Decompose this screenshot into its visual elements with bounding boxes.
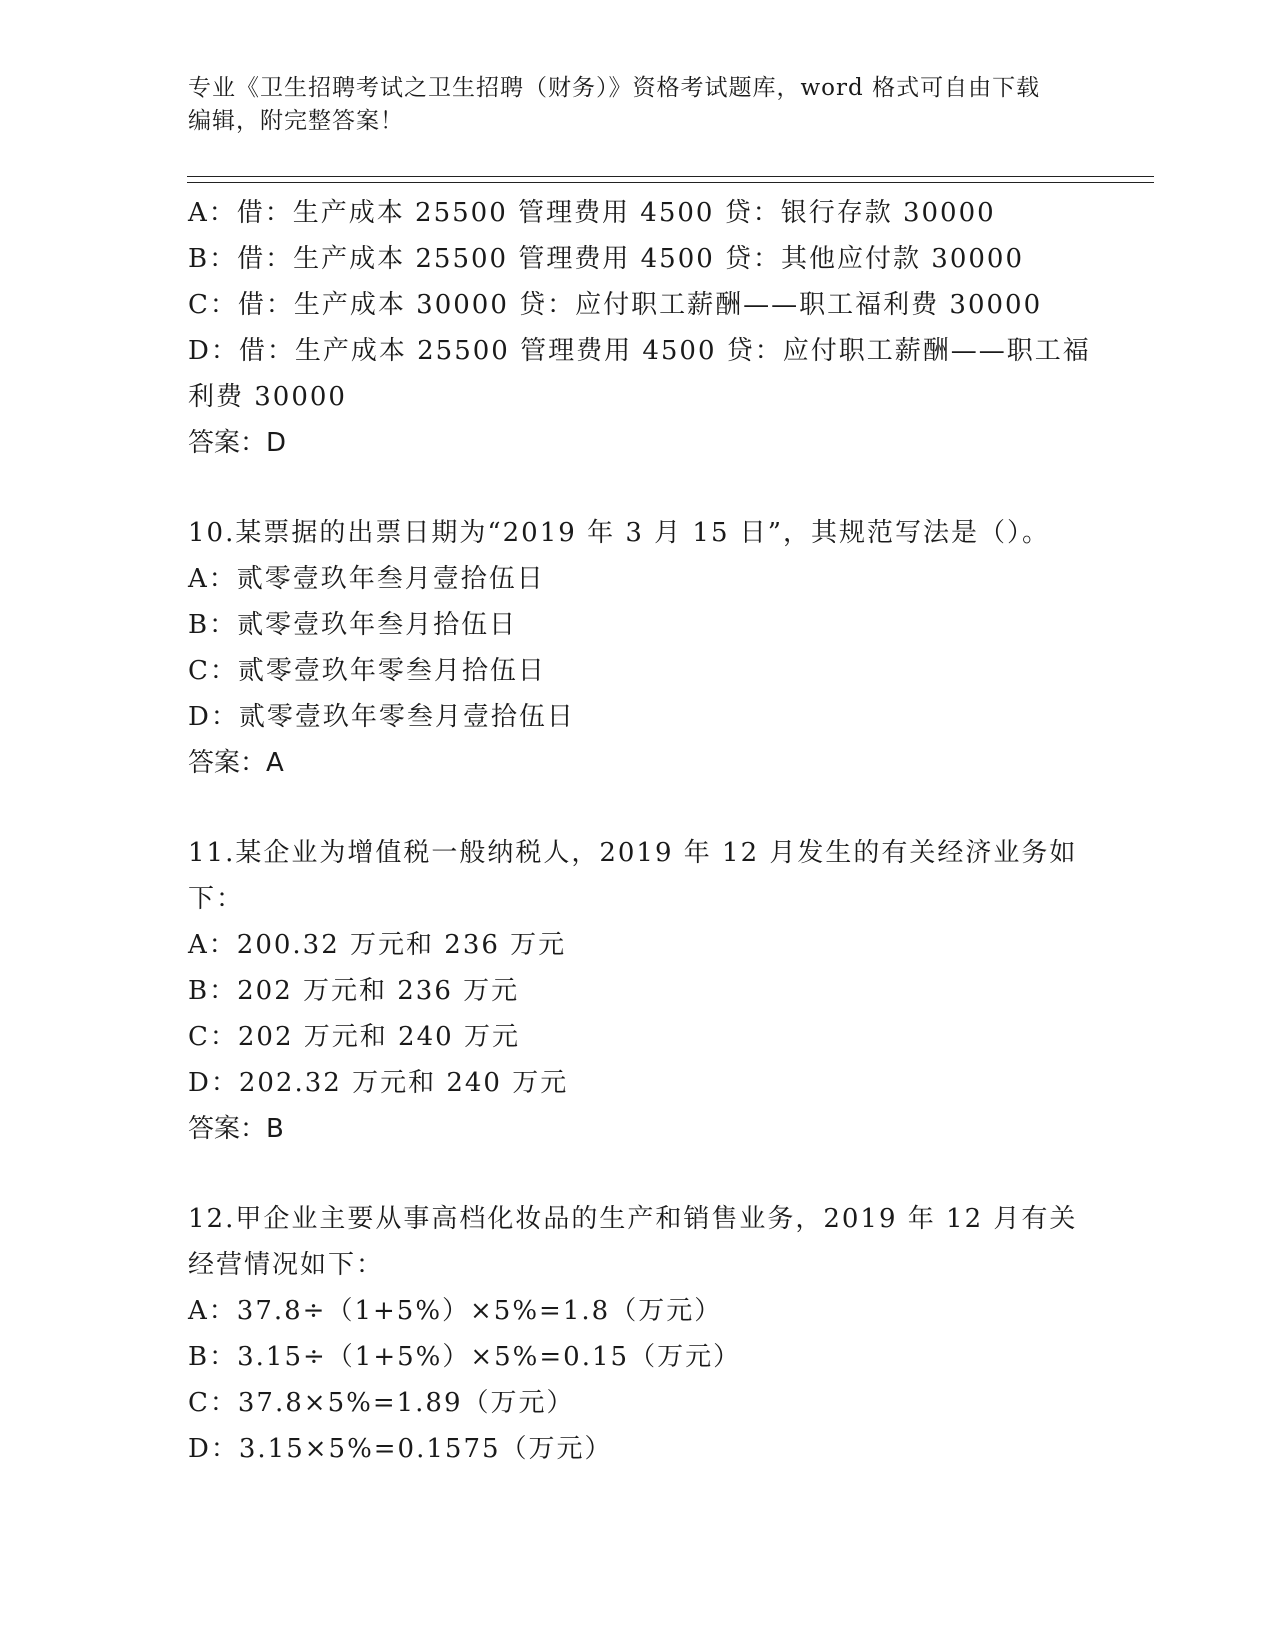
- question-11: [188, 830, 1088, 1152]
- header-line-1: 专业《卫生招聘考试之卫生招聘（财务）》资格考试题库，word 格式可自由下载: [188, 75, 1041, 101]
- option-d: D：202.32 万元和 240 万元: [188, 1068, 569, 1098]
- option-d-continued: 利费 30000: [188, 382, 347, 412]
- option-b: B：202 万元和 236 万元: [188, 976, 520, 1006]
- option-b: B：借：生产成本 25500 管理费用 4500 贷：其他应付款 30000: [188, 244, 1025, 274]
- option-a: A：借：生产成本 25500 管理费用 4500 贷：银行存款 30000: [188, 198, 996, 228]
- question-text-line-1: 12.甲企业主要从事高档化妆品的生产和销售业务，2019 年 12 月有关: [188, 1204, 1078, 1234]
- option-a: A：贰零壹玖年叁月壹拾伍日: [188, 564, 545, 594]
- option-c: C：借：生产成本 30000 贷：应付职工薪酬——职工福利费 30000: [188, 290, 1043, 320]
- option-b: B：3.15÷（1+5%）×5%=0.15（万元）: [188, 1342, 742, 1372]
- header-divider-top: [187, 176, 1154, 177]
- header-line-2: 编辑，附完整答案！: [188, 108, 404, 134]
- document-header: [188, 72, 1068, 138]
- question-text-line-2: 下：: [188, 884, 245, 914]
- option-a: A：37.8÷（1+5%）×5%=1.8（万元）: [188, 1296, 723, 1326]
- question-text: 10.某票据的出票日期为“2019 年 3 月 15 日”，其规范写法是（）。: [188, 518, 1051, 548]
- answer-label: 答案：B: [188, 1114, 284, 1144]
- option-a: A：200.32 万元和 236 万元: [188, 930, 567, 960]
- option-d: D：借：生产成本 25500 管理费用 4500 贷：应付职工薪酬——职工福: [188, 336, 1091, 366]
- question-list: [188, 190, 1091, 1472]
- question-text-line-1: 11.某企业为增值税一般纳税人，2019 年 12 月发生的有关经济业务如: [188, 838, 1078, 868]
- answer-label: 答案：A: [188, 748, 284, 778]
- question-12: [188, 1196, 1088, 1472]
- option-c: C：贰零壹玖年零叁月拾伍日: [188, 656, 546, 686]
- option-d: D：贰零壹玖年零叁月壹拾伍日: [188, 702, 575, 732]
- option-d: D：3.15×5%=0.1575（万元）: [188, 1434, 613, 1464]
- answer-label: 答案：D: [188, 428, 287, 458]
- question-text-line-2: 经营情况如下：: [188, 1250, 385, 1280]
- option-b: B：贰零壹玖年叁月拾伍日: [188, 610, 518, 640]
- header-divider-bottom: [187, 182, 1154, 183]
- option-c: C：202 万元和 240 万元: [188, 1022, 520, 1052]
- question-10: [188, 510, 1088, 786]
- question-9: [188, 190, 1091, 466]
- option-c: C：37.8×5%=1.89（万元）: [188, 1388, 575, 1418]
